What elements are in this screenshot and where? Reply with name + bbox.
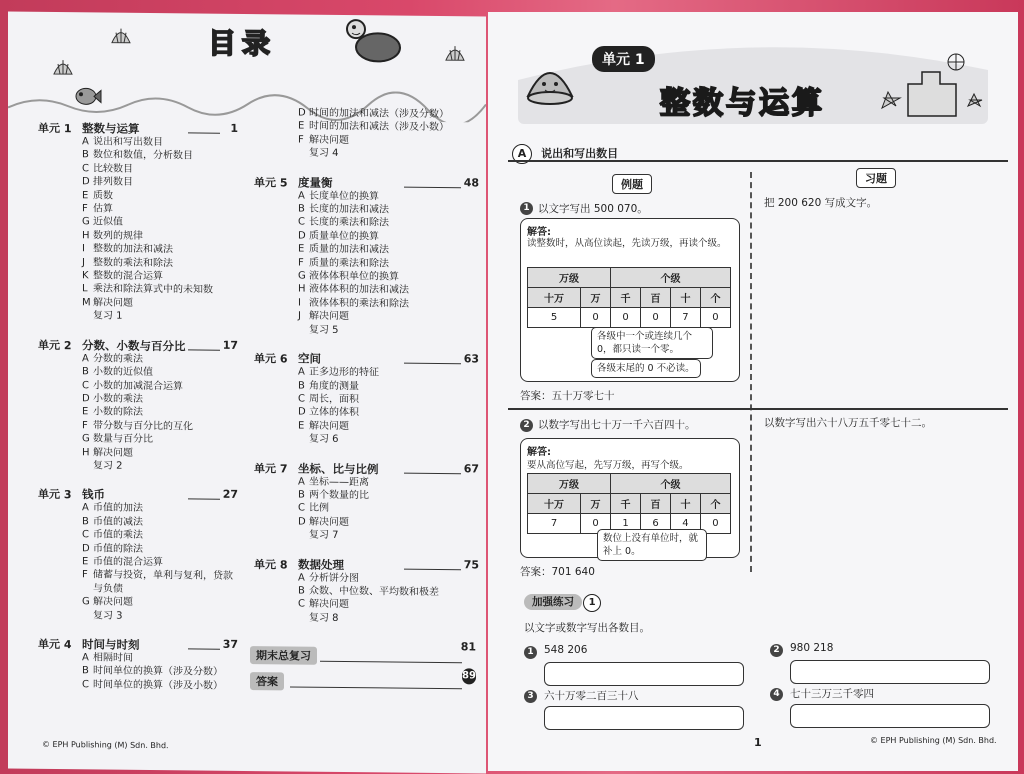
sandcastle-icon bbox=[878, 48, 988, 122]
toc-item-letter: I bbox=[298, 296, 309, 310]
toc-page-number: 17 bbox=[223, 338, 238, 351]
example-1-solution-box bbox=[520, 218, 740, 382]
toc-item-text: 数列的规律 bbox=[93, 230, 143, 242]
practice-item-number: 4 bbox=[770, 688, 783, 701]
toc-item-letter: F bbox=[82, 569, 93, 583]
toc-item-text: 质量的加法和减法 bbox=[309, 244, 389, 256]
toc-unit-number: 单元 2 bbox=[38, 336, 71, 352]
place-header: 十 bbox=[671, 494, 701, 514]
toc-item-letter: J bbox=[82, 256, 93, 270]
digit-cell: 0 bbox=[581, 308, 611, 328]
practice-header bbox=[524, 590, 601, 612]
place-header: 个 bbox=[700, 494, 730, 514]
toc-item-text: 分析饼分图 bbox=[309, 572, 359, 584]
toc-item-text: 长度的乘法和除法 bbox=[309, 217, 389, 229]
practice-item-text: 六十万零二百三十八 bbox=[544, 688, 639, 703]
group-header: 万级 bbox=[528, 474, 611, 494]
toc-unit-number: 单元 1 bbox=[38, 120, 71, 136]
digit-cell: 0 bbox=[581, 514, 611, 534]
toc-item-text: 坐标——距离 bbox=[309, 476, 369, 488]
toc-item-letter: C bbox=[298, 598, 309, 612]
toc-item[interactable] bbox=[254, 432, 479, 448]
toc-item-letter: F bbox=[82, 202, 93, 216]
toc-item-text: 时间的加法和减法（涉及分数） bbox=[309, 108, 449, 120]
toc-item-text: 相隔时间 bbox=[93, 652, 133, 663]
toc-item-letter: M bbox=[82, 296, 93, 310]
place-value-table bbox=[527, 267, 731, 328]
group-header: 万级 bbox=[528, 268, 611, 288]
toc-item-letter: E bbox=[298, 419, 309, 433]
place-header: 千 bbox=[611, 288, 641, 308]
toc-unit-heading[interactable] bbox=[38, 636, 238, 653]
toc-item-letter: B bbox=[298, 585, 309, 599]
toc-page-number: 48 bbox=[464, 176, 479, 189]
practice-item-text: 548 206 bbox=[544, 644, 587, 656]
toc-item-text: 解决问题 bbox=[309, 599, 349, 610]
toc-item-letter: G bbox=[82, 216, 93, 230]
toc-item-text: 液体体积的乘法和除法 bbox=[309, 298, 409, 310]
toc-unit-title: 时间与时刻 bbox=[82, 636, 140, 653]
digit-cell: 7 bbox=[528, 514, 581, 534]
toc-item-text: 整数的加法和减法 bbox=[93, 244, 173, 256]
toc-unit bbox=[38, 336, 238, 474]
example-label: 例题 bbox=[612, 174, 652, 194]
digit-cell: 7 bbox=[671, 308, 701, 328]
digit-cell: 0 bbox=[641, 308, 671, 328]
toc-item-text: 复习 7 bbox=[309, 530, 339, 541]
toc-leader bbox=[188, 648, 220, 649]
practice-number: 1 bbox=[583, 594, 601, 612]
toc-item-text: 估算 bbox=[93, 203, 113, 214]
toc-unit-number: 单元 3 bbox=[38, 486, 71, 502]
place-header: 百 bbox=[641, 494, 671, 514]
toc-item-letter: G bbox=[82, 595, 93, 609]
toc-item-letter: E bbox=[82, 189, 93, 203]
toc-item-text: 复习 6 bbox=[309, 434, 339, 445]
toc-item-letter: A bbox=[298, 189, 309, 203]
toc-item-letter: E bbox=[298, 120, 309, 134]
toc-unit-heading[interactable] bbox=[38, 486, 238, 503]
toc-item[interactable] bbox=[254, 146, 479, 162]
toc-item-letter: A bbox=[298, 366, 309, 380]
toc-unit-number: 单元 7 bbox=[254, 460, 287, 476]
toc-item-text: 长度单位的换算 bbox=[309, 190, 379, 202]
toc-unit bbox=[254, 106, 479, 162]
final-review-label: 期末总复习 bbox=[250, 646, 317, 665]
left-footer: © EPH Publishing (M) Sdn. Bhd. bbox=[42, 740, 169, 750]
answers-label: 答案 bbox=[250, 672, 284, 690]
toc-unit-heading[interactable] bbox=[38, 336, 238, 353]
toc-leader bbox=[188, 132, 220, 133]
toc-item-text: 币值的混合运算 bbox=[93, 556, 163, 568]
toc-item-text: 数量与百分比 bbox=[93, 434, 153, 446]
digit-cell: 6 bbox=[641, 514, 671, 534]
toc-unit bbox=[38, 636, 238, 693]
toc-item-text: 质数 bbox=[93, 190, 113, 201]
toc-leader bbox=[404, 186, 461, 188]
toc-item-letter: H bbox=[82, 446, 93, 460]
section-rule bbox=[508, 160, 1008, 162]
toc-item-text: 时间单位的换算（涉及分数） bbox=[93, 666, 223, 678]
toc-item-text: 复习 1 bbox=[93, 311, 123, 322]
toc-item-text: 长度的加法和减法 bbox=[309, 204, 389, 216]
example-1-answer: 答案：五十万零七十 bbox=[520, 388, 615, 403]
toc-item-text: 数位和数值，分析数目 bbox=[93, 150, 193, 162]
toc-item-text: 解决问题 bbox=[309, 516, 349, 527]
toc-item-letter: B bbox=[298, 203, 309, 217]
toc-item-text: 币值的加法 bbox=[93, 503, 143, 515]
toc-item-text: 解决问题 bbox=[309, 134, 349, 145]
toc-item-letter: F bbox=[82, 419, 93, 433]
toc-item-text: 正多边形的特征 bbox=[309, 367, 379, 379]
page-number: 1 bbox=[754, 736, 762, 749]
toc-item-letter: H bbox=[298, 283, 309, 297]
toc-item-text: 复习 4 bbox=[309, 148, 339, 159]
toc-item-text: 小数的近似值 bbox=[93, 366, 153, 378]
toc-item-text: 质量的乘法和除法 bbox=[309, 257, 389, 269]
toc-item-text: 整数的乘法和除法 bbox=[93, 257, 173, 269]
toc-item-letter: D bbox=[82, 542, 93, 556]
toc-item-letter: D bbox=[298, 107, 309, 121]
practice-label: 加强练习 bbox=[524, 594, 582, 610]
solution-label: 解答: bbox=[527, 223, 551, 238]
toc-unit bbox=[254, 556, 479, 627]
toc-item[interactable] bbox=[254, 611, 479, 627]
place-header: 千 bbox=[611, 494, 641, 514]
toc-item-text: 周长，面积 bbox=[309, 394, 359, 406]
toc-item[interactable] bbox=[254, 528, 479, 544]
practice-item-number: 3 bbox=[524, 690, 537, 703]
toc-item-text: 小数的乘法 bbox=[93, 393, 143, 405]
toc-item-letter: G bbox=[82, 432, 93, 446]
toc-item-letter: E bbox=[82, 555, 93, 569]
toc-page-number: 1 bbox=[230, 122, 238, 135]
place-header: 万 bbox=[581, 288, 611, 308]
clam-icon bbox=[524, 56, 576, 112]
toc-page-number: 27 bbox=[223, 488, 238, 501]
toc-item-letter: B bbox=[298, 379, 309, 393]
place-header: 个 bbox=[700, 288, 730, 308]
practice-item-number: 1 bbox=[524, 646, 537, 659]
place-header: 万 bbox=[581, 494, 611, 514]
toc-item-letter: D bbox=[298, 515, 309, 529]
toc-unit-title: 坐标、比与比例 bbox=[298, 460, 379, 477]
digit-cell: 4 bbox=[671, 514, 701, 534]
place-header: 十 bbox=[671, 288, 701, 308]
turtle-icon bbox=[344, 15, 414, 70]
toc-item-letter: D bbox=[82, 175, 93, 189]
place-header: 十万 bbox=[528, 494, 581, 514]
toc-item-text: 分数的乘法 bbox=[93, 353, 143, 365]
digit-cell: 5 bbox=[528, 308, 581, 328]
toc-item-letter: B bbox=[298, 488, 309, 502]
toc-item-text: 解决问题 bbox=[309, 420, 349, 431]
toc-item-letter: C bbox=[298, 502, 309, 516]
toc-item[interactable] bbox=[254, 323, 479, 339]
group-header: 个级 bbox=[611, 268, 731, 288]
unit-badge: 单元 1 bbox=[592, 46, 655, 72]
toc-item-letter: B bbox=[82, 515, 93, 529]
toc-unit bbox=[254, 174, 479, 339]
note-trailing-zero: 各级末尾的 0 不必读。 bbox=[591, 359, 701, 378]
toc-item-letter: C bbox=[82, 162, 93, 176]
toc-page-number: 67 bbox=[464, 462, 479, 475]
toc-item-text: 角度的测量 bbox=[309, 380, 359, 392]
toc-item-letter: K bbox=[82, 269, 93, 283]
toc-unit bbox=[38, 486, 238, 624]
toc-unit-title: 数据处理 bbox=[298, 556, 344, 572]
answer-box[interactable] bbox=[544, 662, 744, 686]
place-header: 十万 bbox=[528, 288, 581, 308]
answer-box[interactable] bbox=[544, 706, 744, 730]
toc-item-text: 比较数目 bbox=[93, 163, 133, 174]
practice-item-text: 980 218 bbox=[790, 642, 833, 654]
toc-item-text: 解决问题 bbox=[93, 297, 133, 308]
answer-box[interactable] bbox=[790, 704, 990, 728]
toc-item-text: 小数的除法 bbox=[93, 407, 143, 419]
toc-item-text: 近似值 bbox=[93, 217, 123, 228]
toc-unit-heading[interactable] bbox=[254, 174, 479, 191]
toc-item-text: 液体体积的加法和减法 bbox=[309, 284, 409, 296]
toc-page-number: 37 bbox=[223, 638, 238, 651]
toc-unit bbox=[254, 350, 479, 448]
example-1-question: 以文字写出 500 070。 bbox=[538, 201, 648, 216]
toc-item-letter: B bbox=[82, 665, 93, 679]
unit-title: 整数与运算 bbox=[660, 78, 825, 122]
toc-item-letter: D bbox=[298, 406, 309, 420]
toc-item[interactable] bbox=[38, 459, 238, 475]
toc-unit-number: 单元 8 bbox=[254, 556, 287, 572]
place-value-table bbox=[527, 473, 731, 534]
toc-item-letter: C bbox=[82, 678, 93, 692]
shell-icon bbox=[52, 58, 74, 80]
toc-item-text: 质量单位的换算 bbox=[309, 230, 379, 242]
place-header: 百 bbox=[641, 288, 671, 308]
final-review-page: 81 bbox=[461, 640, 476, 653]
toc-item-text: 时间的加法和减法（涉及小数） bbox=[309, 121, 449, 133]
solution-text: 读整数时，从高位读起，先读万级，再读个级。 bbox=[527, 237, 733, 250]
example-2-solution-box bbox=[520, 438, 740, 558]
toc-unit-number: 单元 6 bbox=[254, 350, 287, 366]
toc-item-letter: A bbox=[82, 352, 93, 366]
toc-item-text: 复习 5 bbox=[309, 324, 339, 335]
toc-item-letter: E bbox=[82, 406, 93, 420]
solution-label: 解答: bbox=[527, 443, 551, 458]
toc-item-text: 两个数量的比 bbox=[309, 490, 369, 502]
toc-leader bbox=[404, 568, 461, 570]
toc-item-letter: B bbox=[82, 365, 93, 379]
answers-page: 89 bbox=[462, 668, 476, 684]
shell-icon bbox=[444, 44, 466, 66]
toc-item-letter: A bbox=[82, 651, 93, 665]
toc-unit-title: 钱币 bbox=[82, 487, 105, 503]
toc-item-letter: B bbox=[82, 149, 93, 163]
toc-item-letter: J bbox=[298, 310, 309, 324]
toc-item-text: 整数的混合运算 bbox=[93, 270, 163, 282]
toc-item-text: 解决问题 bbox=[309, 311, 349, 322]
toc-item-text: 储蓄与投资，单利与复利，贷款 bbox=[93, 570, 233, 582]
example-1-number: 1 bbox=[520, 202, 533, 215]
toc-item-letter: I bbox=[82, 243, 93, 257]
toc-item-letter: C bbox=[82, 379, 93, 393]
toc-item[interactable] bbox=[38, 678, 238, 694]
digit-cell: 0 bbox=[700, 514, 730, 534]
answers-row[interactable] bbox=[250, 672, 476, 692]
digit-cell: 1 bbox=[611, 514, 641, 534]
toc-page-number: 75 bbox=[464, 558, 479, 571]
example-2-question: 以数字写出七十万一千六百四十。 bbox=[538, 417, 696, 432]
digit-cell: 0 bbox=[611, 308, 641, 328]
toc-item-text: 时间单位的换算（涉及小数） bbox=[93, 679, 223, 691]
toc-item-text: 比例 bbox=[309, 503, 329, 514]
toc-unit-title: 分数、小数与百分比 bbox=[82, 337, 186, 354]
toc-item-letter: F bbox=[298, 256, 309, 270]
toc-unit-heading[interactable] bbox=[254, 460, 479, 477]
example-2-number: 2 bbox=[520, 419, 533, 432]
toc-item-text: 解决问题 bbox=[93, 597, 133, 608]
shell-icon bbox=[110, 27, 132, 49]
section-title: 说出和写出数目 bbox=[541, 147, 618, 160]
toc-item-text: 众数、中位数、平均数和极差 bbox=[309, 586, 439, 598]
practice-item-text: 七十三万三千零四 bbox=[790, 686, 874, 701]
digit-cell: 0 bbox=[700, 308, 730, 328]
toc-item-text: 排列数目 bbox=[93, 177, 133, 188]
right-footer: © EPH Publishing (M) Sdn. Bhd. bbox=[870, 736, 997, 745]
answer-box[interactable] bbox=[790, 660, 990, 684]
exercise-2-prompt: 以数字写出六十八万五千零七十二。 bbox=[764, 415, 932, 430]
toc-item[interactable] bbox=[38, 309, 238, 325]
toc-column-left bbox=[38, 120, 238, 707]
toc-item-text: 液体体积单位的换算 bbox=[309, 271, 399, 283]
toc-item-letter: D bbox=[298, 229, 309, 243]
toc-item-text: 复习 3 bbox=[93, 610, 123, 621]
toc-item-letter: A bbox=[298, 571, 309, 585]
toc-unit-number: 单元 4 bbox=[38, 636, 71, 652]
toc-item-letter: L bbox=[82, 283, 93, 297]
toc-leader bbox=[404, 363, 461, 365]
toc-item-letter: C bbox=[82, 528, 93, 542]
practice-instruction: 以文字或数字写出各数目。 bbox=[524, 620, 650, 635]
row-rule bbox=[508, 408, 1008, 410]
toc-item-text: 带分数与百分比的互化 bbox=[93, 420, 193, 432]
solution-text: 要从高位写起，先写万级，再写个级。 bbox=[527, 457, 689, 471]
toc-item-text: 乘法和除法算式中的未知数 bbox=[93, 284, 213, 296]
toc-unit-title: 度量衡 bbox=[298, 174, 333, 190]
exercise-1-prompt: 把 200 620 写成文字。 bbox=[764, 195, 877, 210]
toc-item-text: 解决问题 bbox=[93, 447, 133, 458]
toc-item-letter: C bbox=[298, 216, 309, 230]
final-review-row[interactable] bbox=[250, 646, 476, 666]
exercise-label: 习题 bbox=[856, 168, 896, 188]
toc-item-text: 币值的除法 bbox=[93, 543, 143, 555]
toc-item-text: 与负债 bbox=[93, 583, 123, 594]
toc-item-letter: F bbox=[298, 133, 309, 147]
toc-leader bbox=[188, 349, 220, 350]
practice-item-number: 2 bbox=[770, 644, 783, 657]
toc-title: 目录 bbox=[208, 22, 276, 63]
toc-unit bbox=[38, 120, 238, 325]
toc-item-letter: C bbox=[298, 392, 309, 406]
group-header: 个级 bbox=[611, 474, 731, 494]
toc-item-text: 币值的减法 bbox=[93, 516, 143, 528]
toc-column-right bbox=[254, 106, 479, 641]
toc-item-letter: H bbox=[82, 229, 93, 243]
toc-item[interactable] bbox=[38, 608, 238, 624]
toc-leader bbox=[404, 472, 461, 474]
toc-item-text: 小数的加减混合运算 bbox=[93, 380, 183, 392]
note-zero-read: 各级中一个或连续几个 0，都只读一个零。 bbox=[591, 327, 713, 359]
toc-item-text: 立体的体积 bbox=[309, 407, 359, 419]
table-of-contents-page bbox=[8, 11, 486, 773]
toc-unit-heading[interactable] bbox=[38, 120, 238, 137]
toc-item-letter: A bbox=[298, 475, 309, 489]
toc-item-letter: E bbox=[298, 243, 309, 257]
toc-unit-title: 整数与运算 bbox=[82, 120, 140, 137]
toc-leader bbox=[188, 499, 220, 500]
toc-unit-title: 空间 bbox=[298, 351, 321, 367]
toc-unit-heading[interactable] bbox=[254, 350, 479, 367]
column-divider bbox=[750, 172, 752, 572]
toc-unit-number: 单元 5 bbox=[254, 174, 287, 190]
toc-item-letter: A bbox=[82, 502, 93, 516]
toc-item-letter: A bbox=[82, 135, 93, 149]
toc-page-number: 63 bbox=[464, 352, 479, 365]
toc-item-text: 复习 8 bbox=[309, 612, 339, 623]
lesson-page bbox=[488, 12, 1018, 771]
section-letter: A bbox=[512, 144, 532, 164]
toc-item-text: 币值的乘法 bbox=[93, 530, 143, 542]
example-2-answer: 答案：701 640 bbox=[520, 564, 595, 579]
toc-item-letter: D bbox=[82, 392, 93, 406]
toc-item-letter: G bbox=[298, 270, 309, 284]
note-fill-zero: 数位上没有单位时，就补上 0。 bbox=[597, 529, 707, 561]
toc-item-text: 说出和写出数目 bbox=[93, 136, 163, 148]
toc-item-text: 复习 2 bbox=[93, 460, 123, 471]
toc-unit-heading[interactable] bbox=[254, 556, 479, 573]
toc-unit bbox=[254, 460, 479, 544]
